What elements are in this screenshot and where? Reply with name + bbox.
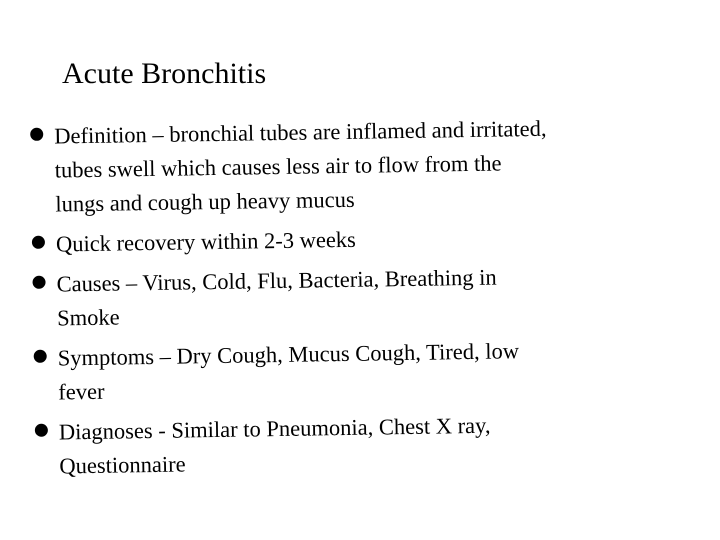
bullet-item-diagnoses bbox=[29, 406, 690, 484]
bullet-line: lungs and cough up heavy mucus bbox=[55, 186, 355, 217]
bullet-text bbox=[56, 258, 687, 336]
bullet-line: Definition – bronchial tubes are inflamed and irritated, bbox=[54, 115, 547, 149]
bullet-line: Quick recovery within 2-3 weeks bbox=[55, 226, 357, 257]
bullet-line: Smoke bbox=[56, 304, 120, 331]
bullet-dot-icon bbox=[32, 276, 45, 289]
bullet-line: Causes – Virus, Cold, Flu, Bacteria, Breathing in bbox=[56, 264, 497, 297]
bullet-line: Symptoms – Dry Cough, Mucus Cough, Tired, low bbox=[57, 338, 520, 371]
bullet-dot-icon bbox=[32, 236, 45, 249]
slide-title: Acute Bronchitis bbox=[62, 57, 267, 90]
bullet-line: Questionnaire bbox=[59, 451, 186, 479]
bullet-item-recovery bbox=[26, 218, 686, 262]
bullet-line: Diagnoses - Similar to Pneumonia, Chest X ray, bbox=[58, 412, 491, 445]
bullet-text bbox=[56, 218, 686, 262]
bullet-line: fever bbox=[58, 378, 105, 405]
bullet-text bbox=[59, 406, 690, 484]
bullet-item-causes bbox=[26, 258, 687, 336]
bullet-item-symptoms bbox=[27, 332, 688, 410]
bullet-item-definition bbox=[24, 110, 686, 222]
bullet-dot-icon bbox=[35, 424, 48, 437]
bullet-line: tubes swell which causes less air to flow from the bbox=[54, 150, 502, 183]
bullet-text bbox=[57, 332, 688, 410]
bullet-dot-icon bbox=[34, 350, 47, 363]
bullet-list bbox=[24, 110, 690, 490]
bullet-dot-icon bbox=[30, 128, 43, 141]
bullet-text bbox=[54, 110, 686, 222]
